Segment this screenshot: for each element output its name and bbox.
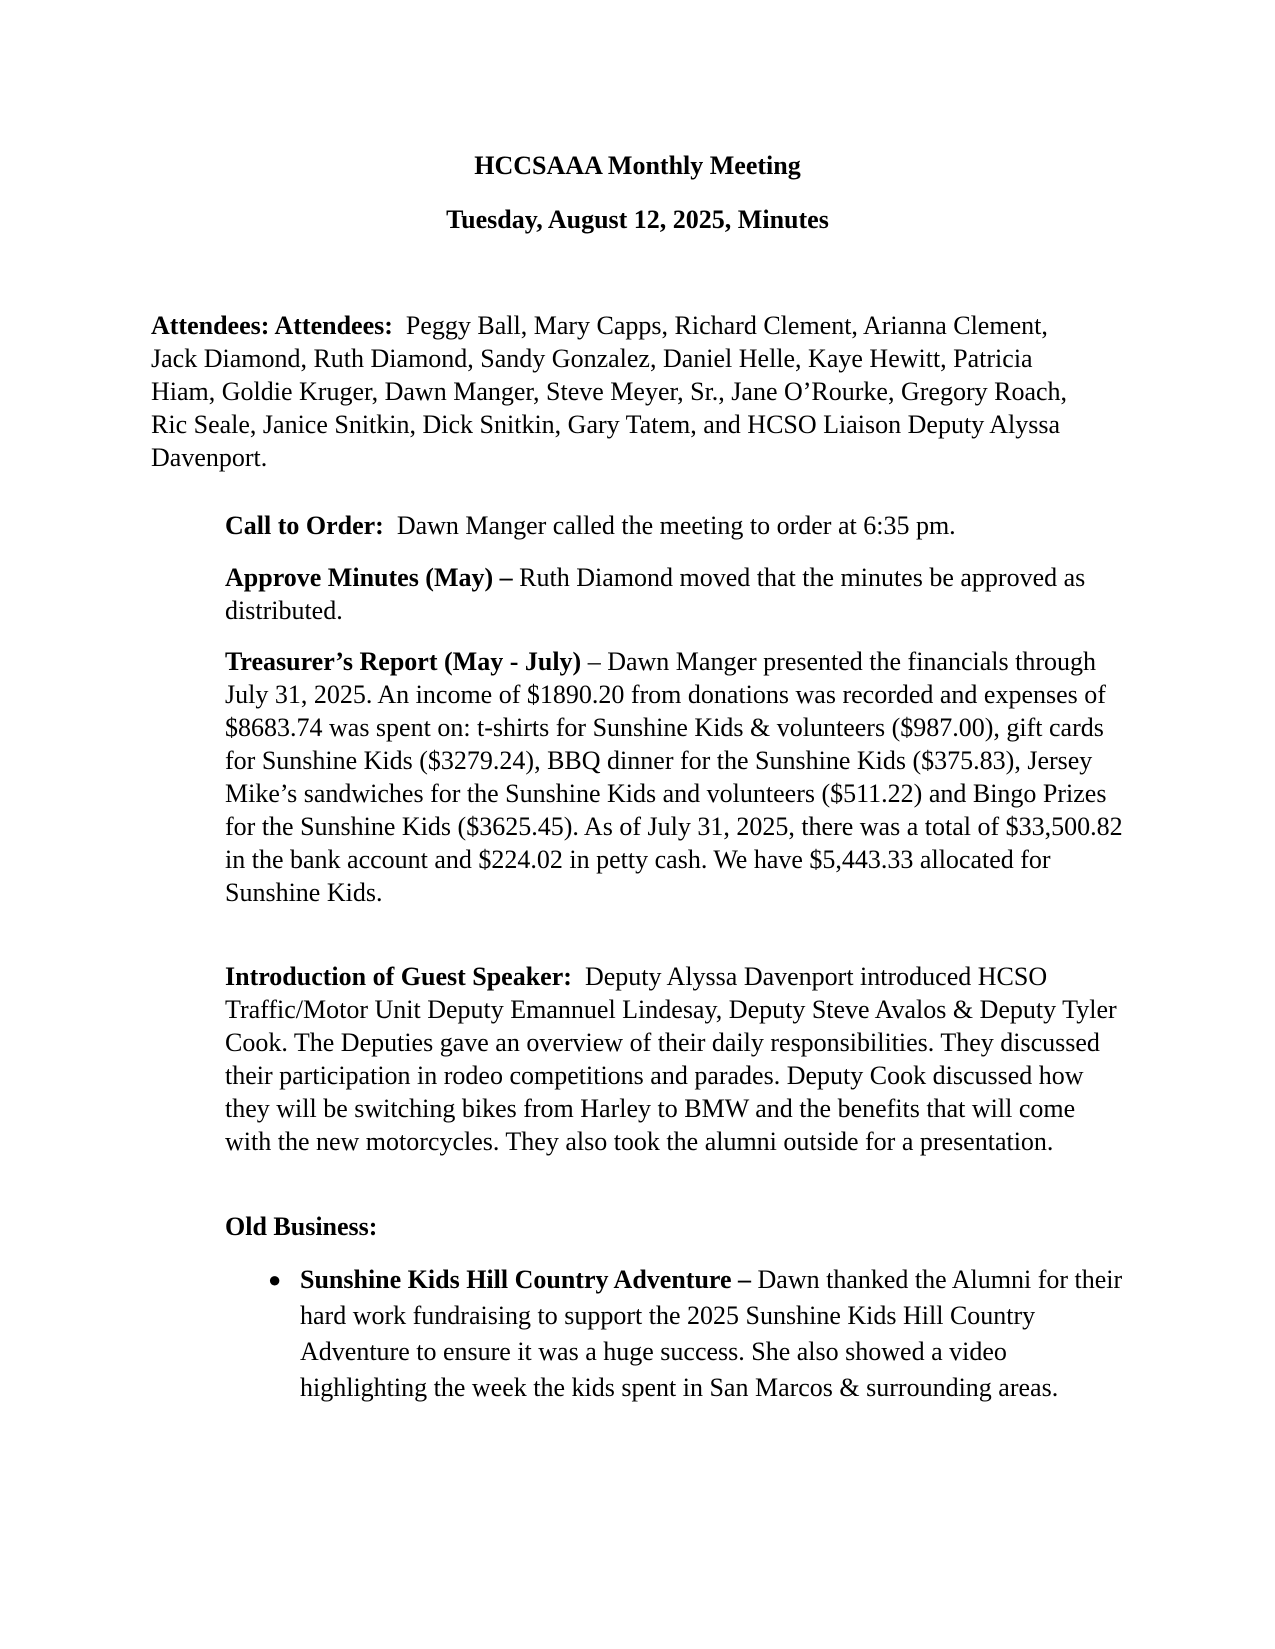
list-item-text: Dawn thanked the Alumni for their hard work fundraising to support the 2025 Sunshine Kids Hill Country Adventure to ensure it was a huge success. She also showed a video highlighting the week the kids spent in San Marcos & surrounding areas. [300,1265,1123,1402]
bullet-icon: ● [268,1267,282,1292]
approve-minutes-label: Approve Minutes (May) – [225,563,513,592]
document-subtitle: Tuesday, August 12, 2025, Minutes [446,205,829,234]
treasurer-report-label: Treasurer’s Report (May - July) [225,647,582,676]
document-title: HCCSAAA Monthly Meeting [474,151,801,180]
old-business-label: Old Business: [225,1212,378,1241]
treasurer-report-paragraph [225,645,1125,909]
old-business-list [262,1262,1125,1406]
treasurer-report-text: – Dawn Manger presented the financials through July 31, 2025. An income of $1890.20 from donations was recorded and expenses of $8683.74 was spent on: t-shirts for Sunshine Kids & volunteers ($987.00), gift cards for Sunshine Kids ($3279.24), BBQ dinner for the Sunshine Kids ($375.83), Jersey Mike’s sandwiches for the Sunshine Kids and volunteers ($511.22) and Bingo Prizes for the Sunshine Kids ($3625.45). As of July 31, 2025, there was a total of $33,500.82 in the bank account and $224.02 in petty cash. We have $5,443.33 allocated for Sunshine Kids. [225,647,1123,907]
approve-minutes-text: Ruth Diamond moved that the minutes be approved as distributed. [225,563,1086,625]
call-to-order-paragraph [225,509,1125,542]
guest-speaker-text: Deputy Alyssa Davenport introduced HCSO Traffic/Motor Unit Deputy Emannuel Lindesay, Deputy Steve Avalos & Deputy Tyler Cook. The Deputies gave an overview of their daily responsibilities. They discussed their participation in rodeo competitions and parades. Deputy Cook discussed how they will be switching bikes from Harley to BMW and the benefits that will come with the new motorcycles. They also took the alumni outside for a presentation. [225,962,1117,1156]
call-to-order-label: Call to Order: [225,511,384,540]
call-to-order-text: Dawn Manger called the meeting to order at 6:35 pm. [396,511,956,540]
attendees-list: Peggy Ball, Mary Capps, Richard Clement, Arianna Clement, Jack Diamond, Ruth Diamond, Sandy Gonzalez, Daniel Helle, Kaye Hewitt, Patricia Hiam, Goldie Kruger, Dawn Manger, Steve Meyer, Sr., Jane O’Rourke, Gregory Roach, Ric Seale, Janice Snitkin, Dick Snitkin, Gary Tatem, and HCSO Liaison Deputy Alyssa Davenport. [151,311,1068,472]
attendees-paragraph [151,309,1086,474]
list-item [262,1262,1125,1406]
list-item-label: Sunshine Kids Hill Country Adventure – [300,1265,752,1294]
old-business-heading [225,1210,1125,1243]
approve-minutes-paragraph [225,561,1125,627]
guest-speaker-paragraph [225,960,1125,1158]
guest-speaker-label: Introduction of Guest Speaker: [225,962,572,991]
attendees-label: Attendees: Attendees: [151,311,393,340]
